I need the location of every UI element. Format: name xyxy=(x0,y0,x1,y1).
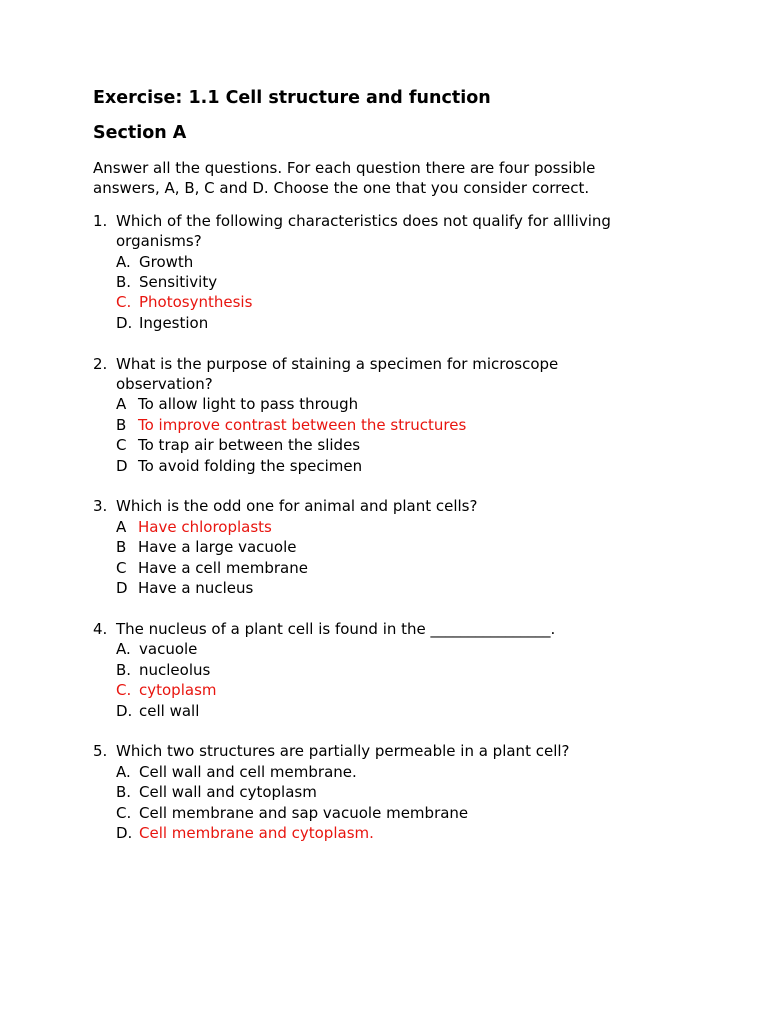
option-letter: A xyxy=(116,517,127,536)
question-2 xyxy=(93,354,733,476)
answer-option xyxy=(116,456,733,476)
question-number: 4. xyxy=(93,619,108,638)
option-text: vacuole xyxy=(139,640,198,659)
option-text: To avoid folding the specimen xyxy=(138,456,363,475)
option-text: Cell membrane and sap vacuole membrane xyxy=(139,803,469,822)
question-text: Which two structures are partially permeable in a plant cell? xyxy=(116,742,570,761)
worksheet-page xyxy=(93,86,733,864)
option-letter: D. xyxy=(116,313,133,332)
question-1 xyxy=(93,211,733,333)
option-text: Have a nucleus xyxy=(138,579,254,598)
option-letter: B xyxy=(116,538,127,557)
option-letter: C xyxy=(116,558,127,577)
option-text: Cell membrane and cytoplasm. xyxy=(139,823,374,842)
answer-option xyxy=(116,313,733,333)
option-text: Growth xyxy=(139,252,194,271)
answer-option xyxy=(116,803,733,823)
answer-option xyxy=(116,435,733,455)
option-letter: D. xyxy=(116,823,133,842)
option-text: Photosynthesis xyxy=(139,293,253,312)
option-letter: C. xyxy=(116,803,132,822)
answer-option xyxy=(116,252,733,272)
option-text: Sensitivity xyxy=(139,273,218,292)
option-text: Cell wall and cytoplasm xyxy=(139,783,317,802)
answer-option xyxy=(116,292,733,312)
answer-option xyxy=(116,415,733,435)
answer-option xyxy=(116,782,733,802)
option-text: Have chloroplasts xyxy=(138,517,272,536)
question-text: Which is the odd one for animal and plant cells? xyxy=(116,497,478,516)
answer-option xyxy=(116,578,733,598)
answer-option xyxy=(116,701,733,721)
answer-option xyxy=(116,639,733,659)
answer-option xyxy=(116,272,733,292)
option-text: cell wall xyxy=(139,701,200,720)
answer-option xyxy=(116,537,733,557)
option-letter: A. xyxy=(116,762,131,781)
option-letter: B xyxy=(116,415,127,434)
answer-option xyxy=(116,660,733,680)
question-text: Which of the following characteristics does not qualify for allliving organisms? xyxy=(116,211,611,251)
instructions-text: Answer all the questions. For each question there are four possible answers, A, B, C and D. Choose the one that you consider correct. xyxy=(93,159,596,198)
option-text: To allow light to pass through xyxy=(138,395,359,414)
option-text: Have a cell membrane xyxy=(138,558,308,577)
question-3 xyxy=(93,496,733,598)
question-list xyxy=(93,211,733,844)
answer-option xyxy=(116,823,733,843)
option-text: cytoplasm xyxy=(139,681,217,700)
option-letter: C xyxy=(116,436,127,455)
question-text: What is the purpose of staining a specimen for microscope observation? xyxy=(116,354,559,394)
section-heading: Section A xyxy=(93,123,187,143)
option-text: To improve contrast between the structures xyxy=(138,415,467,434)
answer-option xyxy=(116,394,733,414)
option-text: Ingestion xyxy=(139,313,209,332)
option-letter: C. xyxy=(116,681,132,700)
option-text: To trap air between the slides xyxy=(138,436,361,455)
option-letter: D xyxy=(116,579,128,598)
option-letter: B. xyxy=(116,660,132,679)
answer-option xyxy=(116,680,733,700)
question-5 xyxy=(93,741,733,843)
option-text: Cell wall and cell membrane. xyxy=(139,762,357,781)
option-letter: D xyxy=(116,456,128,475)
option-letter: A. xyxy=(116,252,131,271)
option-letter: A. xyxy=(116,640,131,659)
question-text: The nucleus of a plant cell is found in the ________________. xyxy=(116,619,556,638)
answer-option xyxy=(116,762,733,782)
answer-option xyxy=(116,517,733,537)
answer-option xyxy=(116,558,733,578)
option-letter: B. xyxy=(116,783,132,802)
question-number: 1. xyxy=(93,211,108,230)
option-letter: B. xyxy=(116,273,132,292)
option-letter: A xyxy=(116,395,127,414)
page-title: Exercise: 1.1 Cell structure and function xyxy=(93,88,491,108)
option-text: Have a large vacuole xyxy=(138,538,297,557)
question-4 xyxy=(93,619,733,721)
option-letter: C. xyxy=(116,293,132,312)
question-number: 3. xyxy=(93,497,108,516)
option-text: nucleolus xyxy=(139,660,211,679)
option-letter: D. xyxy=(116,701,133,720)
question-number: 5. xyxy=(93,742,108,761)
question-number: 2. xyxy=(93,354,108,373)
